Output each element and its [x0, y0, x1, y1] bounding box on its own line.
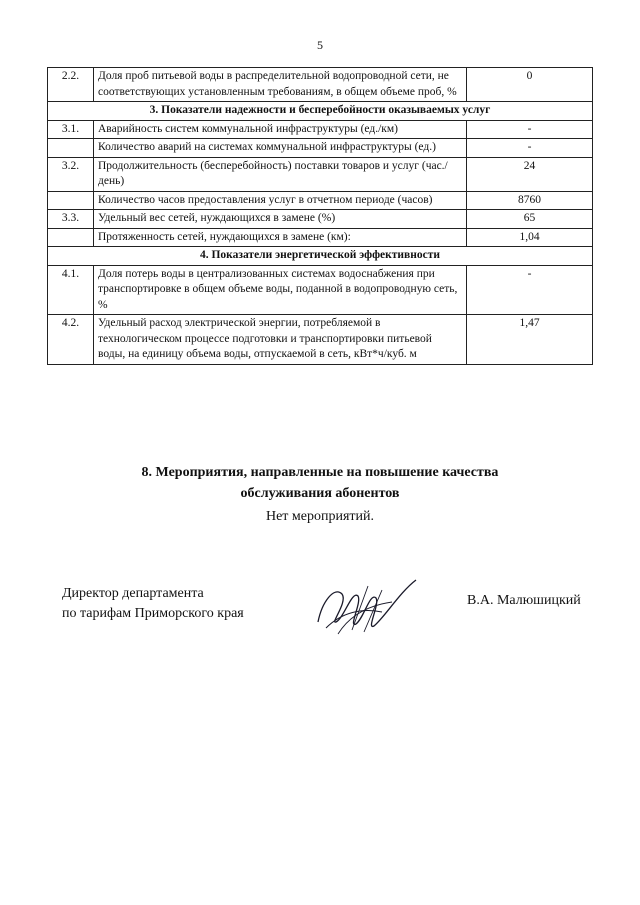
- section-heading: [0, 462, 640, 504]
- indicator-value: 0: [467, 68, 593, 102]
- indicator-value: 1,47: [467, 315, 593, 365]
- indicator-name: Протяженность сетей, нуждающихся в замене (км):: [94, 228, 467, 247]
- table-sub-row: [48, 139, 593, 158]
- indicators-table: [47, 67, 593, 365]
- indicator-value: 1,04: [467, 228, 593, 247]
- indicator-value: 65: [467, 210, 593, 229]
- indicator-name: Удельный расход электрической энергии, потребляемой в технологическом процессе подготовки и транспортировки питьевой воды, на единицу объема воды, отпускаемой в сеть, кВт*ч/куб. м: [94, 315, 467, 365]
- row-number: [48, 139, 94, 158]
- signer-title: [62, 584, 244, 623]
- row-number: 2.2.: [48, 68, 94, 102]
- indicator-name: Удельный вес сетей, нуждающихся в замене (%): [94, 210, 467, 229]
- table-row: [48, 68, 593, 102]
- indicator-name: Доля потерь воды в централизованных системах водоснабжения при транспортировке в общем объеме воды, поданной в водопроводную сеть, %: [94, 265, 467, 315]
- row-number: 4.1.: [48, 265, 94, 315]
- table-row: [48, 120, 593, 139]
- table-row: [48, 265, 593, 315]
- handwritten-signature: [312, 572, 422, 642]
- row-number: 3.1.: [48, 120, 94, 139]
- row-number: 3.2.: [48, 157, 94, 191]
- signer-title-line-2: по тарифам Приморского края: [62, 605, 244, 621]
- table-row: [48, 210, 593, 229]
- section-heading-line-1: 8. Мероприятия, направленные на повышение качества: [141, 465, 499, 480]
- signer-title-line-1: Директор департамента: [62, 586, 204, 601]
- indicator-name: Количество аварий на системах коммунальной инфраструктуры (ед.): [94, 139, 467, 158]
- signer-name: В.А. Малюшицкий: [467, 593, 581, 608]
- page-number: 5: [317, 38, 323, 52]
- no-measures-note: Нет мероприятий.: [265, 509, 375, 524]
- indicator-value: -: [467, 265, 593, 315]
- section-heading-line-2: обслуживания абонентов: [240, 486, 400, 501]
- table-section-row: [48, 102, 593, 121]
- indicator-value: -: [467, 139, 593, 158]
- table-sub-row: [48, 228, 593, 247]
- indicator-value: 8760: [467, 191, 593, 210]
- table-row: [48, 157, 593, 191]
- section-title: 3. Показатели надежности и бесперебойности оказываемых услуг: [48, 102, 593, 121]
- indicator-name: Количество часов предоставления услуг в отчетном периоде (часов): [94, 191, 467, 210]
- section-title: 4. Показатели энергетической эффективности: [48, 247, 593, 266]
- table-section-row: [48, 247, 593, 266]
- indicator-value: 24: [467, 157, 593, 191]
- table-sub-row: [48, 191, 593, 210]
- indicator-value: -: [467, 120, 593, 139]
- indicator-name: Продолжительность (бесперебойность) поставки товаров и услуг (час./день): [94, 157, 467, 191]
- table-row: [48, 315, 593, 365]
- indicator-name: Аварийность систем коммунальной инфраструктуры (ед./км): [94, 120, 467, 139]
- row-number: [48, 228, 94, 247]
- indicator-name: Доля проб питьевой воды в распределительной водопроводной сети, не соответствующих установленным требованиям, в общем объеме проб, %: [94, 68, 467, 102]
- row-number: 4.2.: [48, 315, 94, 365]
- row-number: 3.3.: [48, 210, 94, 229]
- row-number: [48, 191, 94, 210]
- indicators-table-body: [48, 68, 593, 365]
